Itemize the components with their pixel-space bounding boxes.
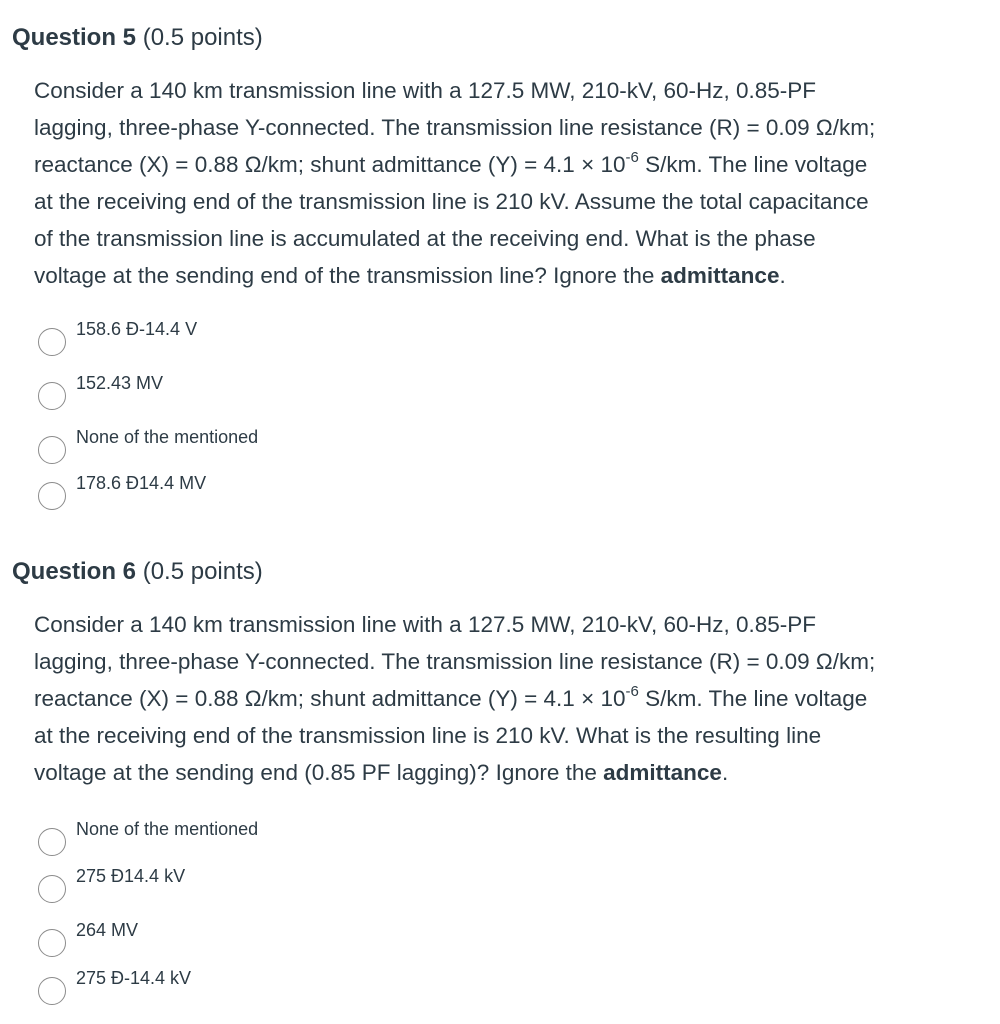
radio-button[interactable] [38,828,66,856]
question-text-line [34,754,964,791]
answer-option[interactable] [38,967,438,1007]
question-text-line [34,146,964,183]
answer-label: 264 MV [76,920,139,940]
text-segment: reactance (X) = 0.88 Ω/km; shunt admittance (Y) = 4.1 × 10 [34,152,626,177]
exponent: -6 [625,148,639,166]
radio-button[interactable] [38,382,66,410]
text-segment: voltage at the sending end (0.85 PF lagging)? Ignore the [34,760,604,785]
exponent: -6 [625,682,639,700]
radio-button[interactable] [38,875,66,903]
answer-label: 158.6 Đ-14.4 V [76,319,198,339]
question-text-line: Consider a 140 km transmission line with a 127.5 MW, 210-kV, 60-Hz, 0.85-PF [34,78,817,103]
answer-option[interactable] [38,372,438,412]
question-header [12,22,263,54]
question-points: (0.5 points) [142,558,263,585]
question-text-line [34,680,964,717]
answer-option[interactable] [38,318,438,358]
radio-button[interactable] [38,436,66,464]
text-segment: S/km. The line voltage [638,152,868,177]
question-text-line: lagging, three-phase Y-connected. The transmission line resistance (R) = 0.09 Ω/km; [34,115,876,140]
bold-term: admittance [660,263,780,288]
question-text-line: at the receiving end of the transmission line is 210 kV. What is the resulting line [34,723,822,748]
question-title: Question 6 [12,558,137,585]
answer-label: None of the mentioned [76,427,259,447]
answer-option[interactable] [38,919,438,959]
question-text-line: Consider a 140 km transmission line with a 127.5 MW, 210-kV, 60-Hz, 0.85-PF [34,612,817,637]
answer-option[interactable] [38,472,438,512]
radio-button[interactable] [38,328,66,356]
text-segment: reactance (X) = 0.88 Ω/km; shunt admittance (Y) = 4.1 × 10 [34,686,626,711]
answer-label: 275 Đ14.4 kV [76,866,186,886]
radio-button[interactable] [38,929,66,957]
question-text-line [34,257,964,294]
question-text [34,72,964,294]
question-points: (0.5 points) [142,24,263,51]
question-text-line: lagging, three-phase Y-connected. The transmission line resistance (R) = 0.09 Ω/km; [34,649,876,674]
radio-button[interactable] [38,482,66,510]
answer-option[interactable] [38,818,438,858]
bold-term: admittance [603,760,722,785]
answer-label: 178.6 Đ14.4 MV [76,473,207,493]
question-text-line: of the transmission line is accumulated at the receiving end. What is the phase [34,226,816,251]
answer-option[interactable] [38,426,438,466]
text-segment: S/km. The line voltage [638,686,868,711]
text-segment: . [721,760,729,785]
question-text [34,606,964,791]
question-text-line: at the receiving end of the transmission line is 210 kV. Assume the total capacitance [34,189,869,214]
answer-label: 152.43 MV [76,373,164,393]
answer-option[interactable] [38,865,438,905]
text-segment: voltage at the sending end of the transmission line? Ignore the [34,263,661,288]
radio-button[interactable] [38,977,66,1005]
text-segment: . [779,263,786,288]
answer-label: 275 Đ-14.4 kV [76,968,192,988]
question-header [12,556,263,588]
answer-label: None of the mentioned [76,819,259,839]
question-title: Question 5 [12,24,137,51]
